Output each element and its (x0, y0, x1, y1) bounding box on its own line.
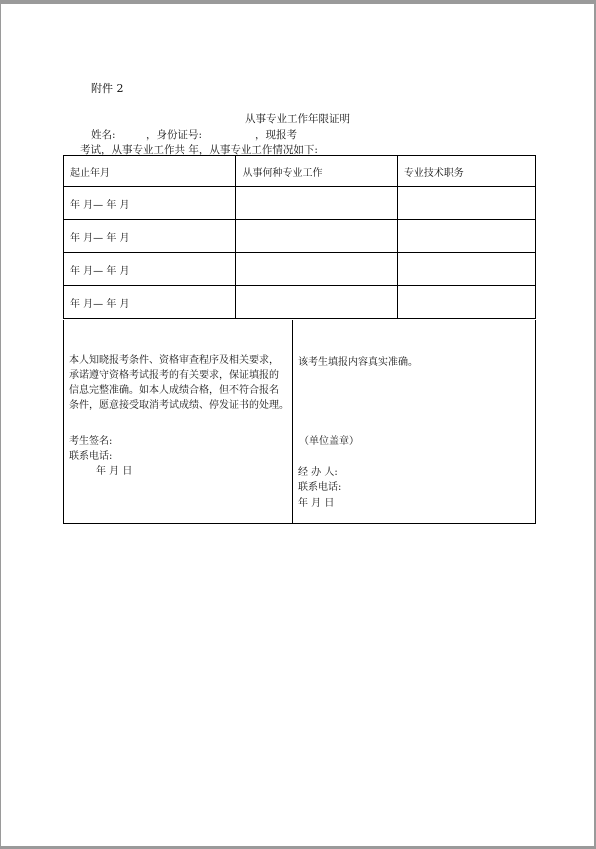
declaration-text (69, 353, 291, 413)
table-row (64, 286, 536, 319)
row-period: 年 月— 年 月 (64, 187, 236, 220)
document-page (1, 4, 594, 846)
header-period: 起止年月 (64, 156, 236, 187)
row-work-cell[interactable] (236, 220, 397, 253)
declaration-line: 条件，愿意接受取消考试成绩、停发证书的处理。 (69, 400, 289, 411)
exam-label: ，现报考 (255, 129, 297, 141)
id-number-label: ，身份证号: (146, 129, 203, 141)
declaration-line: 信息完整准确。如本人成绩合格，但不符合报名 (69, 385, 279, 396)
declaration-line: 本人知晓报考条件、资格审查程序及相关要求， (69, 355, 279, 366)
declaration-line: 承诺遵守资格考试报考的有关要求，保证填报的 (69, 370, 279, 381)
work-history-table (63, 155, 536, 319)
header-title: 专业技术职务 (397, 156, 535, 187)
signature-section (63, 320, 536, 524)
section-divider (292, 320, 293, 523)
table-header-row (64, 156, 536, 187)
unit-date: 年 月 日 (298, 498, 335, 509)
intro-line-2: 考试，从事专业工作共 年，从事专业工作情况如下: (80, 144, 318, 156)
row-period: 年 月— 年 月 (64, 220, 236, 253)
row-title-cell[interactable] (397, 286, 535, 319)
table-row (64, 253, 536, 286)
candidate-signature-label: 考生签名: (69, 436, 113, 447)
document-title: 从事专业工作年限证明 (245, 113, 350, 125)
row-period: 年 月— 年 月 (64, 286, 236, 319)
candidate-phone-label: 联系电话: (69, 451, 113, 462)
unit-seal-label: （单位盖章） (299, 436, 359, 447)
attachment-label: 附件 2 (91, 82, 124, 95)
row-title-cell[interactable] (397, 187, 535, 220)
unit-statement: 该考生填报内容真实准确。 (298, 357, 418, 368)
row-work-cell[interactable] (236, 286, 397, 319)
row-work-cell[interactable] (236, 187, 397, 220)
candidate-date: 年 月 日 (96, 466, 133, 477)
row-title-cell[interactable] (397, 253, 535, 286)
unit-phone-label: 联系电话: (298, 482, 342, 493)
unit-handler-label: 经 办 人: (298, 467, 338, 478)
table-row (64, 220, 536, 253)
table-row (64, 187, 536, 220)
row-title-cell[interactable] (397, 220, 535, 253)
row-period: 年 月— 年 月 (64, 253, 236, 286)
header-work-type: 从事何种专业工作 (236, 156, 397, 187)
name-label: 姓名: (91, 129, 116, 141)
row-work-cell[interactable] (236, 253, 397, 286)
